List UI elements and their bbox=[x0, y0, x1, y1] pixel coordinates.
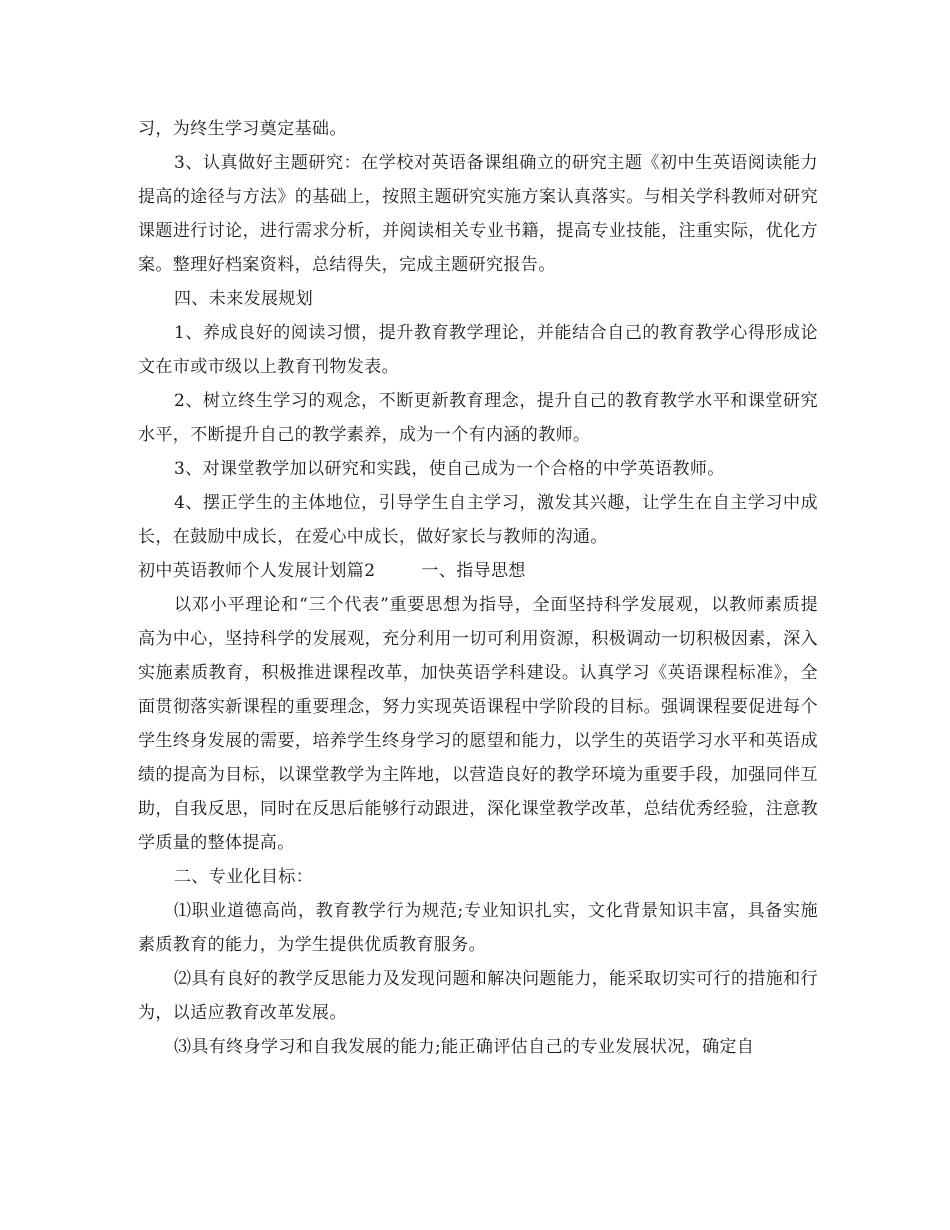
paragraph-goal-2: ⑵具有良好的教学反思能力及发现问题和解决问题能力，能采取切实可行的措施和行为，以适应教育改革发展。 bbox=[138, 969, 818, 1023]
paragraph-guiding-thought: 以邓小平理论和“三个代表”重要思想为指导，全面坚持科学发展观，以教师素质提高为中心，坚持科学的发展观，充分利用一切可利用资源，积极调动一切积极因素，深入实施素质教育，积极推进课程改革，加快英语学科建设。认真学习《英语课程标准》，全面贯彻落实新课程的重要理念，努力实现英语课程中学阶段的目标。强调课程要促进每个学生终身发展的需要，培养学生终身学习的愿望和能力，以学生的英语学习水平和英语成绩的提高为目标，以课堂教学为主阵地，以营造良好的教学环境为重要手段，加强同伴互助，自我反思，同时在反思后能够行动跟进，深化课堂教学改革，总结优秀经验，注意教学质量的整体提高。 bbox=[138, 595, 818, 853]
heading-future-plan: 四、未来发展规划 bbox=[174, 289, 314, 309]
paragraph-continuation: 习，为终生学习奠定基础。 bbox=[138, 119, 347, 139]
heading-professional-goals: 二、专业化目标： bbox=[174, 867, 314, 887]
paragraph-goal-3: ⑶具有终身学习和自我发展的能力;能正确评估自己的专业发展状况，确定自 bbox=[174, 1037, 755, 1057]
document-body bbox=[138, 112, 818, 1064]
section-title: 初中英语教师个人发展计划篇2 bbox=[138, 561, 376, 581]
paragraph-plan-1: 1、养成良好的阅读习惯，提升教育教学理论，并能结合自己的教育教学心得形成论文在市或市级以上教育刊物发表。 bbox=[138, 323, 818, 377]
paragraph-plan-3: 3、对课堂教学加以研究和实践，使自己成为一个合格的中学英语教师。 bbox=[174, 459, 725, 479]
section-heading bbox=[138, 554, 818, 588]
section-subtitle: 一、指导思想 bbox=[421, 561, 526, 581]
paragraph-plan-2: 2、树立终生学习的观念，不断更新教育理念，提升自己的教育教学水平和课堂研究水平，不断提升自己的教学素养，成为一个有内涵的教师。 bbox=[138, 391, 818, 445]
paragraph-goal-1: ⑴职业道德高尚，教育教学行为规范;专业知识扎实，文化背景知识丰富，具备实施素质教育的能力，为学生提供优质教育服务。 bbox=[138, 901, 818, 955]
paragraph-plan-4: 4、摆正学生的主体地位，引导学生自主学习，激发其兴趣，让学生在自主学习中成长，在鼓励中成长，在爱心中成长，做好家长与教师的沟通。 bbox=[138, 493, 818, 547]
paragraph-topic-research: 3、认真做好主题研究：在学校对英语备课组确立的研究主题《初中生英语阅读能力提高的途径与方法》的基础上，按照主题研究实施方案认真落实。与相关学科教师对研究课题进行讨论，进行需求分析，并阅读相关专业书籍，提高专业技能，注重实际，优化方案。整理好档案资料，总结得失，完成主题研究报告。 bbox=[138, 153, 818, 275]
